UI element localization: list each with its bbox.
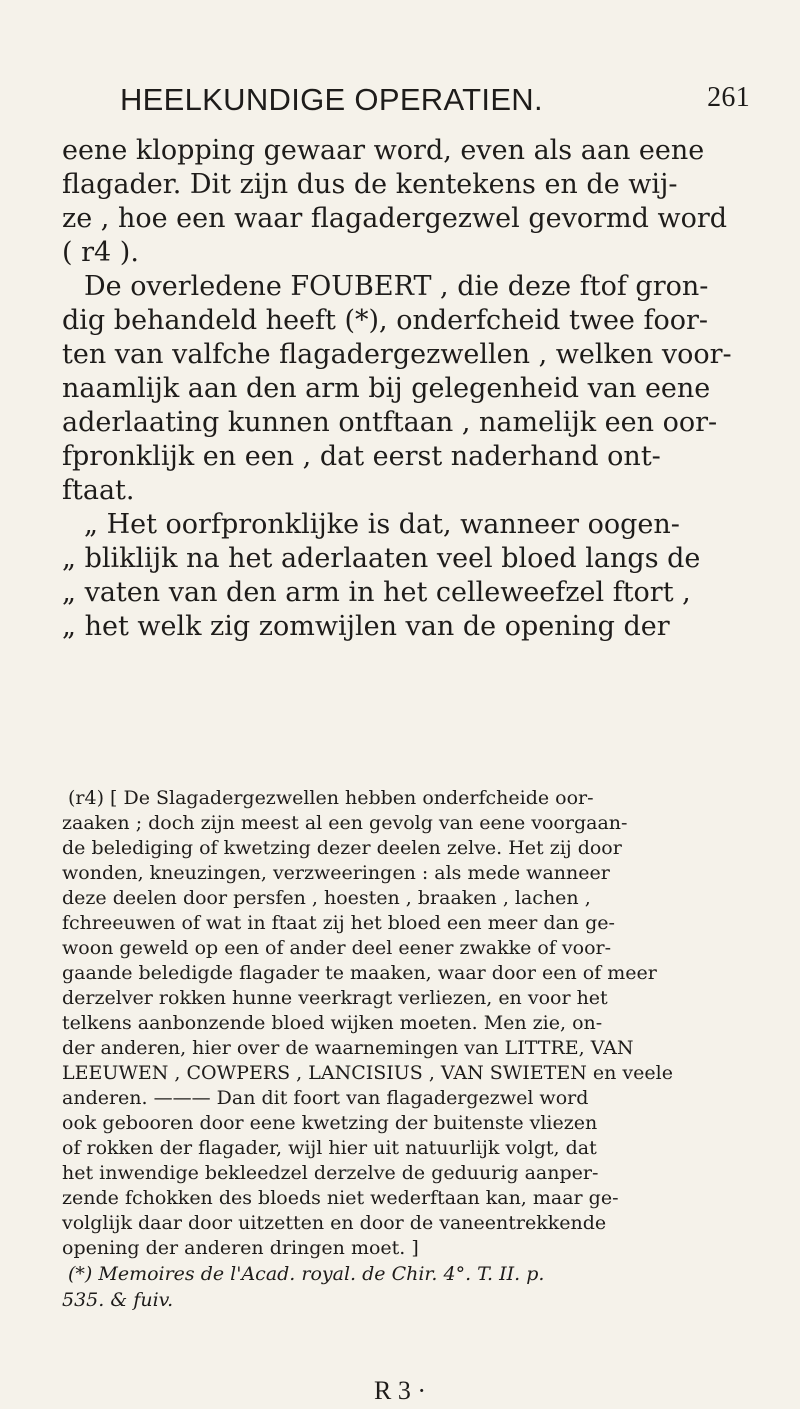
page-number: 261: [707, 82, 750, 113]
header-title: HEELKUNDIGE OPERATIEN.: [120, 82, 543, 117]
text-line: „ Het oorfpronklijke is dat, wanneer oogen-: [84, 509, 680, 540]
footnote-line: telkens aanbonzende bloed wijken moeten. Men zie, on-: [62, 1012, 603, 1034]
text-line: ze , hoe een waar flagadergezwel gevormd word: [62, 203, 728, 234]
footnote-line: (r4) [ De Slagadergezwellen hebben onderfcheide oor-: [68, 787, 594, 809]
footnote-line: ook gebooren door eene kwetzing der buitenste vliezen: [62, 1112, 598, 1134]
text-line: fpronklijk en een , dat eerst naderhand ont-: [62, 441, 661, 472]
text-line: flagader. Dit zijn dus de kentekens en de wij-: [62, 169, 678, 200]
footnote-line: zaaken ; doch zijn meest al een gevolg van eene voorgaan-: [62, 812, 628, 834]
footnote-line: derzelver rokken hunne veerkragt verliezen, en voor het: [62, 987, 608, 1009]
footnote-line: deze deelen door persfen , hoesten , braaken , lachen ,: [62, 887, 591, 909]
text-line: ( r4 ).: [62, 237, 139, 268]
running-header: [120, 82, 760, 118]
text-line: eene klopping gewaar word, even als aan eene: [62, 135, 705, 166]
footnote-line: 535. & fuiv.: [62, 1289, 174, 1311]
text-line: dig behandeld heeft (*), onderfcheid twee foor-: [62, 305, 709, 336]
footnote-line: woon geweld op een of ander deel eener zwakke of voor-: [62, 937, 612, 959]
footnote-line: de belediging of kwetzing dezer deelen zelve. Het zij door: [62, 837, 622, 859]
footnote-line: der anderen, hier over de waarnemingen van LITTRE, VAN: [62, 1037, 634, 1059]
text-line: „ bliklijk na het aderlaaten veel bloed langs de: [62, 543, 701, 574]
footnote-line: anderen. ——— Dan dit foort van flagadergezwel word: [62, 1087, 589, 1109]
footnote-line: LEEUWEN , COWPERS , LANCISIUS , VAN SWIETEN en veele: [62, 1062, 673, 1084]
footnote-line: fchreeuwen of wat in ftaat zij het bloed een meer dan ge-: [62, 912, 615, 934]
signature-mark: R 3 ·: [374, 1376, 426, 1405]
text-line: De overledene FOUBERT , die deze ftof gron-: [84, 271, 709, 302]
text-line: aderlaating kunnen ontftaan , namelijk een oor-: [62, 407, 718, 438]
footnote-line: wonden, kneuzingen, verzweeringen : als mede wanneer: [62, 862, 610, 884]
footnote-line: volglijk daar door uitzetten en door de vaneentrekkende: [62, 1212, 607, 1234]
footnote-line: of rokken der flagader, wijl hier uit natuurlijk volgt, dat: [62, 1137, 597, 1159]
text-line: ftaat.: [62, 475, 135, 506]
text-line: naamlijk aan den arm bij gelegenheid van eene: [62, 373, 711, 404]
text-line: „ het welk zig zomwijlen van de opening der: [62, 611, 670, 642]
footnote-line: opening der anderen dringen moet. ]: [62, 1237, 419, 1259]
text-line: ten van valfche flagadergezwellen , welken voor-: [62, 339, 732, 370]
footnote-line: (*) Memoires de l'Acad. royal. de Chir. 4°. T. II. p.: [68, 1263, 545, 1285]
footnote-line: het inwendige bekleedzel derzelve de geduurig aanper-: [62, 1162, 599, 1184]
text-line: „ vaten van den arm in het celleweefzel ftort ,: [62, 577, 691, 608]
footnote-line: gaande beledigde flagader te maaken, waar door een of meer: [62, 962, 657, 984]
footnote-line: zende fchokken des bloeds niet wederftaan kan, maar ge-: [62, 1187, 619, 1209]
